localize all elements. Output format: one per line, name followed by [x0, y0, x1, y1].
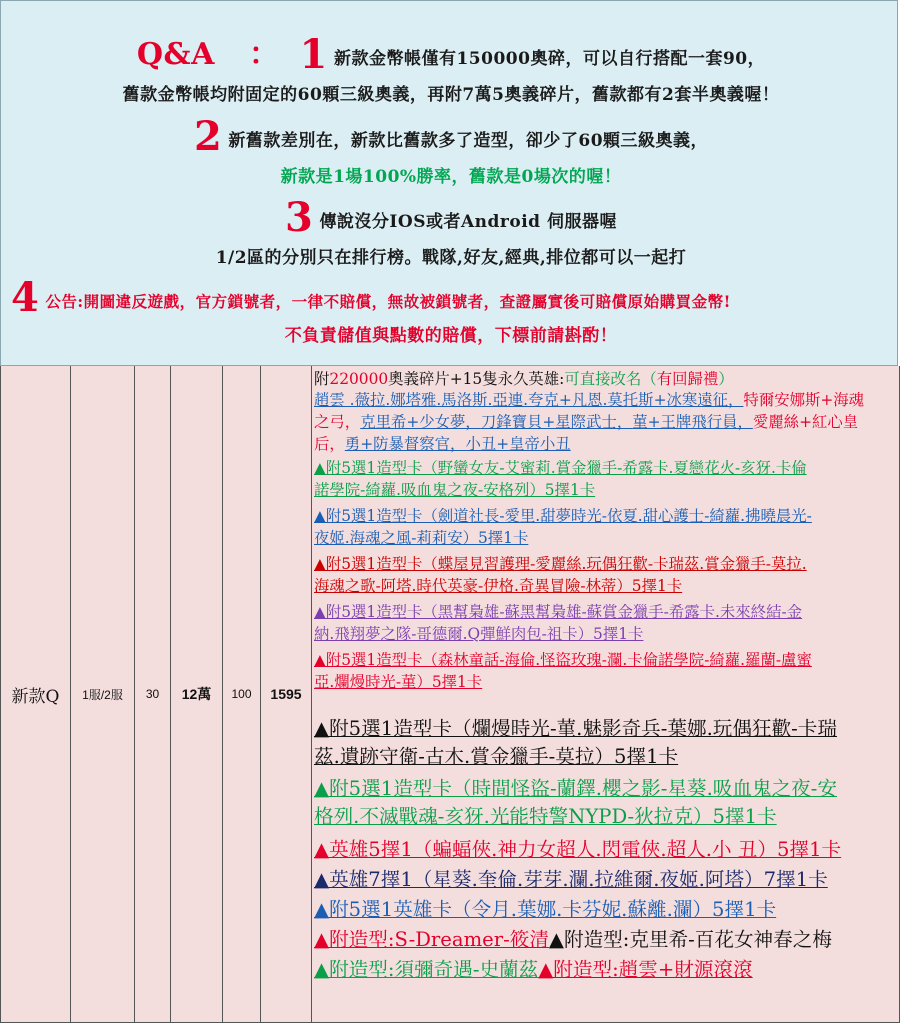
qa-text-2a: 新舊款差別在，新款比舊款多了造型，卻少了60顆三級奧義， — [228, 131, 709, 151]
product-table — [0, 366, 900, 1023]
detail-line-21: ▲附5選1英雄卡（令月.葉娜.卡芬妮.蘇離.瀾）5擇1卡 — [314, 898, 777, 921]
detail-line-17: ▲附5選1造型卡（時間怪盜-蘭鐸.櫻之影-星葵.吸血鬼之夜-安 — [314, 777, 837, 800]
cell-level: 30 — [134, 366, 170, 1023]
cell-skins: 1595 — [260, 366, 311, 1023]
detail-line-16: 茲.遺跡守衛-古木.賞金獵手-莫拉）5擇1卡 — [314, 745, 679, 768]
detail-line-1: 附220000奧義碎片+15隻永久英雄:可直接改名（有回歸禮） — [314, 370, 734, 388]
qa-text-2b: 新款是1場100%勝率，舊款是0場次的喔！ — [280, 167, 622, 187]
qa-num-1: 1 — [299, 31, 328, 78]
detail-line-8: 夜姬.海魂之風-莉莉安）5擇1卡 — [314, 529, 529, 547]
qa-line-1 — [1, 29, 900, 78]
qa-line-4 — [1, 274, 900, 321]
detail-line-22: ▲附造型:S-Dreamer-筱清▲附造型:克里希-百花女神春之梅 — [314, 928, 832, 951]
detail-line-6: 諾學院-綺蘿.吸血鬼之夜-安格列）5擇1卡 — [314, 481, 596, 499]
qa-text-4b: 不負責儲值與點數的賠償，下標前請斟酌！ — [284, 326, 618, 346]
qa-num-4: 4 — [11, 274, 40, 321]
detail-line-2: 趙雲 .薇拉.娜塔雅.馬洛斯.亞連.夸克+凡恩.莫托斯+冰寒遠征，特爾安娜斯+海魂 — [314, 391, 865, 409]
detail-line-18: 格列.不滅戰魂-亥犽.光能特警NYPD-狄拉克）5擇1卡 — [314, 805, 777, 828]
detail-line-15: ▲附5選1造型卡（爛熳時光-菫.魅影奇兵-葉娜.玩偶狂歡-卡瑞 — [314, 717, 837, 740]
detail-line-19: ▲英雄5擇1（蝙蝠俠.神力女超人.閃電俠.超人.小 丑）5擇1卡 — [314, 838, 842, 861]
qa-num-2: 2 — [193, 113, 223, 160]
detail-line-9: ▲附5選1造型卡（蝶屋見習護理-愛麗絲.玩偶狂歡-卡瑞茲.賞金獵手-莫拉. — [314, 555, 807, 573]
cell-heroes: 100 — [222, 366, 260, 1023]
cell-price: 12萬 — [170, 366, 222, 1023]
qa-title: Q&A — [136, 37, 215, 72]
detail-line-13: ▲附5選1造型卡（森林童話-海倫.怪盜玫瑰-瀾.卡倫諾學院-綺蘿.羅蘭-盧蜜 — [314, 651, 812, 669]
qa-line-2 — [1, 113, 900, 160]
cell-details — [311, 366, 900, 1023]
detail-line-11: ▲附5選1造型卡（黑幫梟雄-蘇黑幫梟雄-蘇賞金獵手-希露卡.未來終結-金 — [314, 603, 803, 621]
qa-panel — [0, 0, 898, 366]
qa-text-1b: 舊款金幣帳均附固定的60顆三級奧義，再附7萬5奧義碎片，舊款都有2套半奧義喔！ — [122, 85, 780, 105]
cell-server: 1服/2服 — [70, 366, 134, 1023]
qa-text-3a: 傳說沒分IOS或者Android 伺服器喔 — [319, 212, 617, 232]
qa-num-3: 3 — [285, 194, 314, 241]
qa-text-3b: 1/2區的分別只在排行榜。戰隊,好友,經典,排位都可以一起打 — [215, 248, 687, 268]
detail-line-23: ▲附造型:須彌奇遇-史蘭茲▲附造型:趙雲+財源滾滾 — [314, 958, 753, 981]
qa-text-1a: 新款金幣帳僅有150000奧碎，可以自行搭配一套90， — [333, 49, 766, 69]
qa-colon: ： — [248, 37, 280, 72]
detail-line-7: ▲附5選1造型卡（劍道社長-愛里.甜夢時光-依夏.甜心護士-綺蘿.拂曉晨光- — [314, 507, 812, 525]
qa-line-3 — [1, 194, 900, 241]
detail-line-5: ▲附5選1造型卡（野蠻女友-艾蜜莉.賞金獵手-希露卡.夏戀花火-亥犽.卡倫 — [314, 459, 807, 477]
detail-line-12: 納.飛翔夢之隊-哥德爾.Q彈鮮肉包-祖卡）5擇1卡 — [314, 625, 644, 643]
qa-text-4a: 公告:開圖違反遊戲，官方鎖號者，一律不賠償，無故被鎖號者，查證屬實後可賠償原始購買金幣! — [45, 292, 731, 311]
cell-name: 新款Q — [0, 366, 70, 1023]
detail-line-20: ▲英雄7擇1（星葵.奎倫.芽芽.瀾.拉維爾.夜姬.阿塔）7擇1卡 — [314, 868, 828, 891]
detail-line-10: 海魂之歌-阿塔.時代英豪-伊格.奇異冒險-林蒂）5擇1卡 — [314, 577, 683, 595]
detail-line-4: 后，勇+防暴督察官，小丑+皇帝小丑 — [314, 435, 571, 453]
detail-line-3: 之弓，克里希+少女夢，刀鋒寶貝+星際武士，菫+王牌飛行員，愛麗絲+紅心皇 — [314, 413, 859, 431]
detail-line-14: 亞.爛熳時光-菫）5擇1卡 — [314, 673, 483, 691]
